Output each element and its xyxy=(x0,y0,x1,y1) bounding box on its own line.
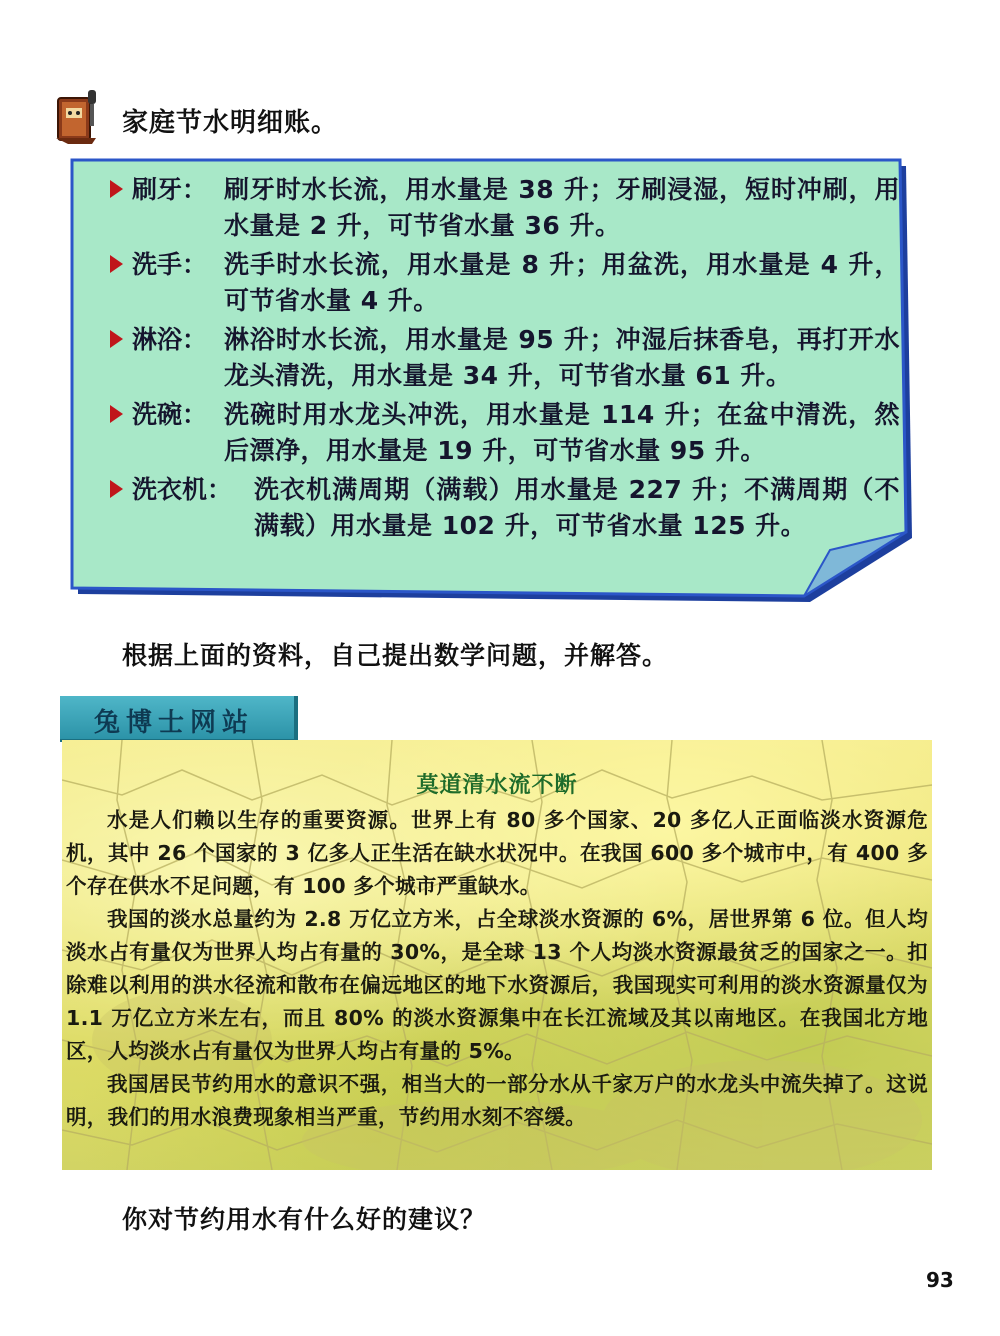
entry-label: 洗碗： xyxy=(132,400,208,429)
article-paragraph: 我国居民节约用水的意识不强，相当大的一部分水从千家万户的水龙头中流失掉了。这说明，我们的用水浪费现象相当严重，节约用水刻不容缓。 xyxy=(66,1072,928,1129)
entry-text: 刷牙时水长流，用水量是 38 升；牙刷浸湿，短时冲刷，用水量是 2 升，可节省水量 36 升。 xyxy=(224,175,900,240)
book-icon xyxy=(52,88,112,148)
website-tab xyxy=(60,696,298,742)
entry-dishwashing xyxy=(110,397,900,469)
bullet-icon xyxy=(110,180,123,198)
bullet-icon xyxy=(110,480,123,498)
entry-text: 洗碗时用水龙头冲洗，用水量是 114 升；在盆中清洗，然后漂净，用水量是 19 升，可节省水量 95 升。 xyxy=(224,400,900,465)
entry-label: 淋浴： xyxy=(132,325,208,354)
article-title: 莫道清水流不断 xyxy=(416,773,578,798)
entry-text: 洗衣机满周期（满载）用水量是 227 升；不满周期（不满载）用水量是 102 升，可节省水量 125 升。 xyxy=(254,475,900,540)
bullet-icon xyxy=(110,405,123,423)
suggestion-prompt: 你对节约用水有什么好的建议？ xyxy=(122,1205,487,1234)
entry-washing-machine xyxy=(110,472,900,544)
section-title: 家庭节水明细账。 xyxy=(122,108,339,138)
question-prompt: 根据上面的资料，自己提出数学问题，并解答。 xyxy=(122,641,669,670)
article-paragraph: 水是人们赖以生存的重要资源。世界上有 80 多个国家、20 多亿人正面临淡水资源危机，其中 26 个国家的 3 亿多人正生活在缺水状况中。在我国 600 多个城市中，有 400 多个存在供水不足问题，有 100 多个城市严重缺水。 xyxy=(66,808,928,898)
entry-label: 洗衣机： xyxy=(132,475,233,504)
entry-text: 淋浴时水长流，用水量是 95 升；冲湿后抹香皂，再打开水龙头清洗，用水量是 34 升，可节省水量 61 升。 xyxy=(224,325,900,390)
entry-label: 刷牙： xyxy=(132,175,208,204)
article-body xyxy=(66,804,928,1134)
page-number: 93 xyxy=(926,1268,954,1292)
article-paragraph: 我国的淡水总量约为 2.8 万亿立方米，占全球淡水资源的 6%，居世界第 6 位。但人均淡水占有量仅为世界人均占有量的 30%，是全球 13 个人均淡水资源最贫乏的国家之一。扣除难以利用的洪水径流和散布在偏远地区的地下水资源后，我国现实可利用的淡水资源量仅为 1.1 万亿立方米左右，而且 80% 的淡水资源集中在长江流域及其以南地区。在我国北方地区，人均淡水占有量仅为世界人均占有量的 5%。 xyxy=(66,907,928,1063)
entry-label: 洗手： xyxy=(132,250,208,279)
section-header xyxy=(52,88,652,148)
website-article xyxy=(62,740,932,1170)
website-tab-label: 兔博士网站 xyxy=(94,708,255,738)
entry-toothbrush xyxy=(110,172,900,244)
entry-handwash xyxy=(110,247,900,319)
entry-shower xyxy=(110,322,900,394)
water-saving-info-box xyxy=(70,158,918,610)
bullet-icon xyxy=(110,330,123,348)
entry-list xyxy=(110,172,900,547)
bullet-icon xyxy=(110,255,123,273)
entry-text: 洗手时水长流，用水量是 8 升；用盆洗，用水量是 4 升，可节省水量 4 升。 xyxy=(224,250,900,315)
